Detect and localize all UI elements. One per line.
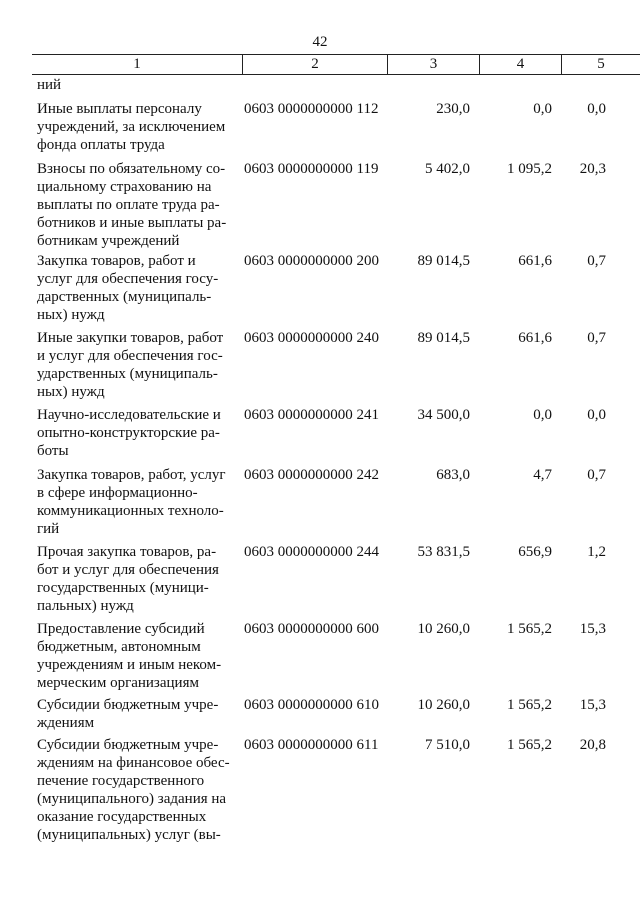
column-header-4: 4 [479, 55, 561, 74]
value-col-4: 1 565,2 [507, 621, 552, 637]
page-number: 42 [312, 34, 328, 50]
value-col-4: 4,7 [533, 467, 552, 483]
row-name-line: ждениям на финансовое обес- [37, 755, 230, 771]
value-col-3: 5 402,0 [425, 161, 470, 177]
value-col-5: 15,3 [579, 697, 606, 713]
row-name [37, 406, 242, 460]
budget-code: 0603 0000000000 611 [244, 737, 379, 753]
value-col-5: 20,3 [579, 161, 606, 177]
row-name-line: ных) нужд [37, 384, 105, 400]
value-col-5: 15,3 [579, 621, 606, 637]
row-name-line: Прочая закупка товаров, ра- [37, 544, 217, 560]
row-name-line: гий [37, 521, 60, 537]
value-col-4: 0,0 [533, 101, 552, 117]
row-name-line: услуг для обеспечения госу- [37, 271, 219, 287]
row-name-line: Закупка товаров, работ, услуг [37, 467, 226, 483]
value-col-3: 10 260,0 [417, 697, 470, 713]
row-name-line: ждениям [37, 715, 95, 731]
row-name-line: фонда оплаты труда [37, 137, 165, 153]
budget-code: 0603 0000000000 119 [244, 161, 379, 177]
budget-code: 0603 0000000000 112 [244, 101, 379, 117]
row-name [37, 466, 242, 538]
budget-code: 0603 0000000000 600 [244, 621, 379, 637]
row-name [37, 543, 242, 615]
row-name-line: Взносы по обязательному со- [37, 161, 226, 177]
row-name-line: боты [37, 443, 69, 459]
row-name-line: выплаты по оплате труда ра- [37, 197, 220, 213]
column-header-5: 5 [561, 55, 640, 74]
row-name-line: в сфере информационно- [37, 485, 198, 501]
value-col-5: 20,8 [579, 737, 606, 753]
row-name-line: коммуникационных техноло- [37, 503, 224, 519]
row-name [37, 736, 242, 844]
row-name-line: ударственных (муниципаль- [37, 366, 218, 382]
value-col-3: 230,0 [436, 101, 470, 117]
value-col-3: 89 014,5 [417, 330, 470, 346]
row-name-line: Закупка товаров, работ и [37, 253, 196, 269]
value-col-4: 1 565,2 [507, 697, 552, 713]
row-name-line: дарственных (муниципаль- [37, 289, 212, 305]
row-name-line: ботников и иные выплаты ра- [37, 215, 227, 231]
value-col-3: 89 014,5 [417, 253, 470, 269]
budget-code: 0603 0000000000 610 [244, 697, 379, 713]
row-name-line: ний [37, 77, 62, 93]
value-col-4: 661,6 [518, 253, 552, 269]
value-col-3: 7 510,0 [425, 737, 470, 753]
table-header [32, 54, 640, 75]
budget-code: 0603 0000000000 200 [244, 253, 379, 269]
value-col-3: 683,0 [436, 467, 470, 483]
row-name-line: учреждений, за исключением [37, 119, 226, 135]
row-name-line: Субсидии бюджетным учре- [37, 737, 219, 753]
row-name-line: ботникам учреждений [37, 233, 180, 249]
value-col-5: 0,7 [587, 330, 606, 346]
row-name-line: Субсидии бюджетным учре- [37, 697, 219, 713]
row-name-line: государственных (муници- [37, 580, 209, 596]
row-name [37, 160, 242, 250]
row-name [37, 696, 242, 732]
row-name [37, 100, 242, 154]
column-header-1: 1 [133, 56, 141, 72]
row-name [37, 620, 242, 692]
row-name-line: пальных) нужд [37, 598, 134, 614]
row-name [37, 329, 242, 401]
row-name-line: ных) нужд [37, 307, 105, 323]
row-name-line: Научно-исследовательские и [37, 407, 221, 423]
column-header-3: 3 [387, 55, 479, 74]
row-name [37, 252, 242, 324]
value-col-5: 0,0 [587, 101, 606, 117]
value-col-3: 53 831,5 [417, 544, 470, 560]
row-name-line: мерческим организациям [37, 675, 199, 691]
row-name [37, 76, 242, 94]
budget-code: 0603 0000000000 244 [244, 544, 379, 560]
value-col-5: 0,7 [587, 467, 606, 483]
value-col-5: 0,0 [587, 407, 606, 423]
row-name-line: и услуг для обеспечения гос- [37, 348, 223, 364]
budget-code: 0603 0000000000 242 [244, 467, 379, 483]
value-col-4: 661,6 [518, 330, 552, 346]
value-col-5: 0,7 [587, 253, 606, 269]
row-name-line: Иные закупки товаров, работ [37, 330, 224, 346]
row-name-line: бюджетным, автономным [37, 639, 201, 655]
row-name-line: Предоставление субсидий [37, 621, 205, 637]
row-name-line: циальному страхованию на [37, 179, 212, 195]
value-col-3: 34 500,0 [417, 407, 470, 423]
value-col-5: 1,2 [587, 544, 606, 560]
value-col-4: 0,0 [533, 407, 552, 423]
value-col-4: 656,9 [518, 544, 552, 560]
row-name-line: печение государственного [37, 773, 205, 789]
row-name-line: опытно-конструкторские ра- [37, 425, 220, 441]
value-col-4: 1 565,2 [507, 737, 552, 753]
value-col-3: 10 260,0 [417, 621, 470, 637]
budget-code: 0603 0000000000 240 [244, 330, 379, 346]
row-name-line: учреждениям и иным неком- [37, 657, 222, 673]
row-name-line: бот и услуг для обеспечения [37, 562, 219, 578]
column-header-2: 2 [242, 55, 387, 74]
row-name-line: оказание государственных [37, 809, 207, 825]
row-name-line: (муниципального) задания на [37, 791, 227, 807]
value-col-4: 1 095,2 [507, 161, 552, 177]
row-name-line: (муниципальных) услуг (вы- [37, 827, 221, 843]
budget-code: 0603 0000000000 241 [244, 407, 379, 423]
row-name-line: Иные выплаты персоналу [37, 101, 202, 117]
